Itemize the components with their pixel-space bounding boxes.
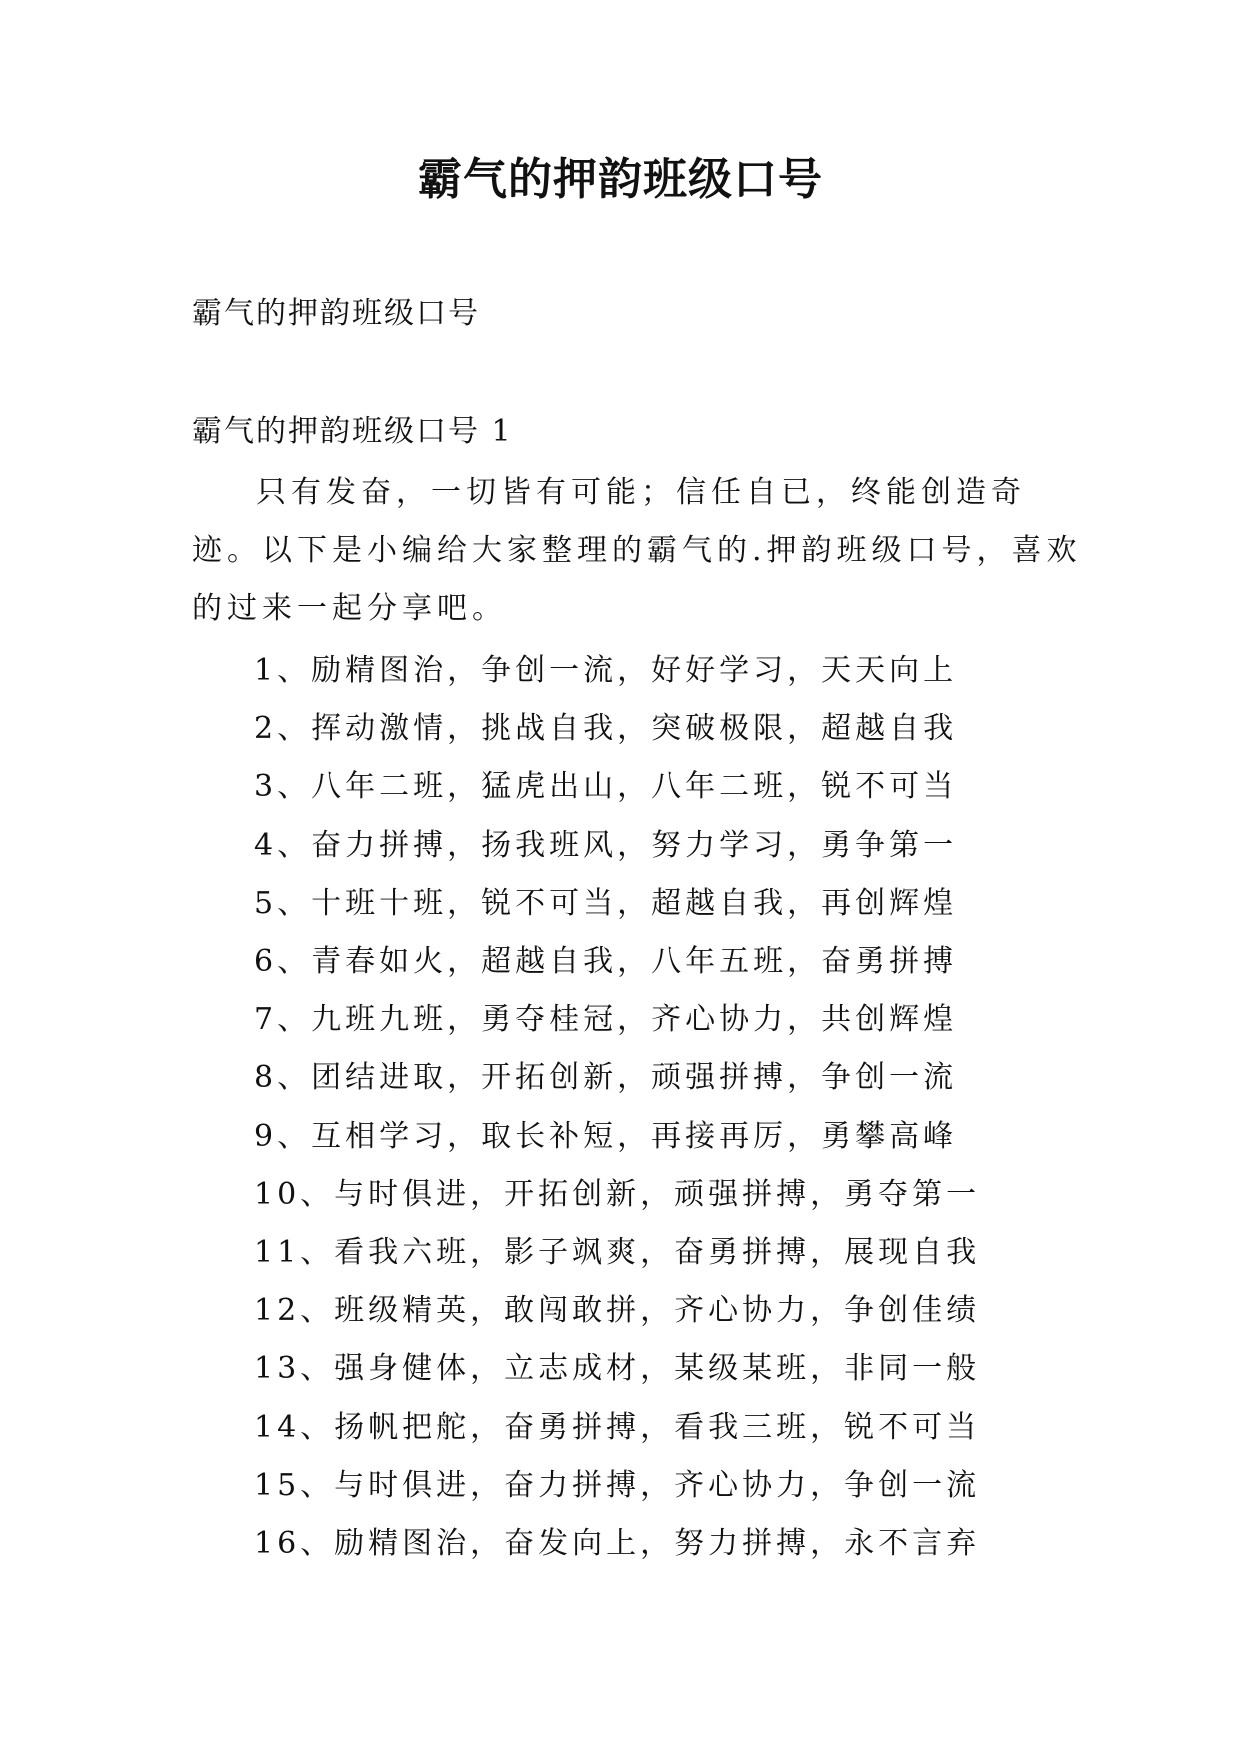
slogan-item: 10、与时俱进，开拓创新，顽强拼搏，勇夺第一: [254, 1176, 981, 1212]
slogan-item: 2、挥动激情，挑战自我，突破极限，超越自我: [254, 711, 958, 747]
slogan-item: 1、励精图治，争创一流，好好学习，天天向上: [254, 653, 958, 688]
slogan-item: 6、青春如火，超越自我，八年五班，奋勇拼搏: [254, 944, 958, 980]
slogan-item: 16、励精图治，奋发向上，努力拼搏，永不言弃: [254, 1526, 981, 1562]
document-subtitle: 霸气的押韵班级口号: [192, 296, 480, 331]
slogan-item: 9、互相学习，取长补短，再接再厉，勇攀高峰: [254, 1118, 958, 1154]
slogan-item: 8、团结进取，开拓创新，顽强拼搏，争创一流: [254, 1060, 958, 1096]
slogan-item: 12、班级精英，敢闯敢拼，齐心协力，争创佳绩: [254, 1293, 981, 1329]
slogan-list: [254, 642, 980, 1573]
slogan-item: 3、八年二班，猛虎出山，八年二班，锐不可当: [254, 769, 958, 805]
slogan-item: 7、九班九班，勇夺桂冠，齐心协力，共创辉煌: [254, 1002, 958, 1038]
slogan-item: 5、十班十班，锐不可当，超越自我，再创辉煌: [254, 885, 958, 921]
document-title: 霸气的押韵班级口号: [418, 154, 823, 205]
slogan-item: 4、奋力拼搏，扬我班风，努力学习，勇争第一: [254, 827, 958, 863]
slogan-item: 15、与时俱进，奋力拼搏，齐心协力，争创一流: [254, 1467, 981, 1503]
section-heading: 霸气的押韵班级口号 1: [192, 414, 513, 449]
slogan-item: 11、看我六班，影子飒爽，奋勇拼搏，展现自我: [254, 1235, 981, 1271]
slogan-item: 14、扬帆把舵，奋勇拼搏，看我三班，锐不可当: [254, 1409, 981, 1445]
intro-paragraph: 只有发奋，一切皆有可能；信任自已，终能创造奇迹。以下是小编给大家整理的霸气的.押韵班级口号，喜欢的过来一起分享吧。: [192, 475, 1082, 626]
slogan-item: 13、强身健体，立志成材，某级某班，非同一般: [254, 1351, 981, 1387]
